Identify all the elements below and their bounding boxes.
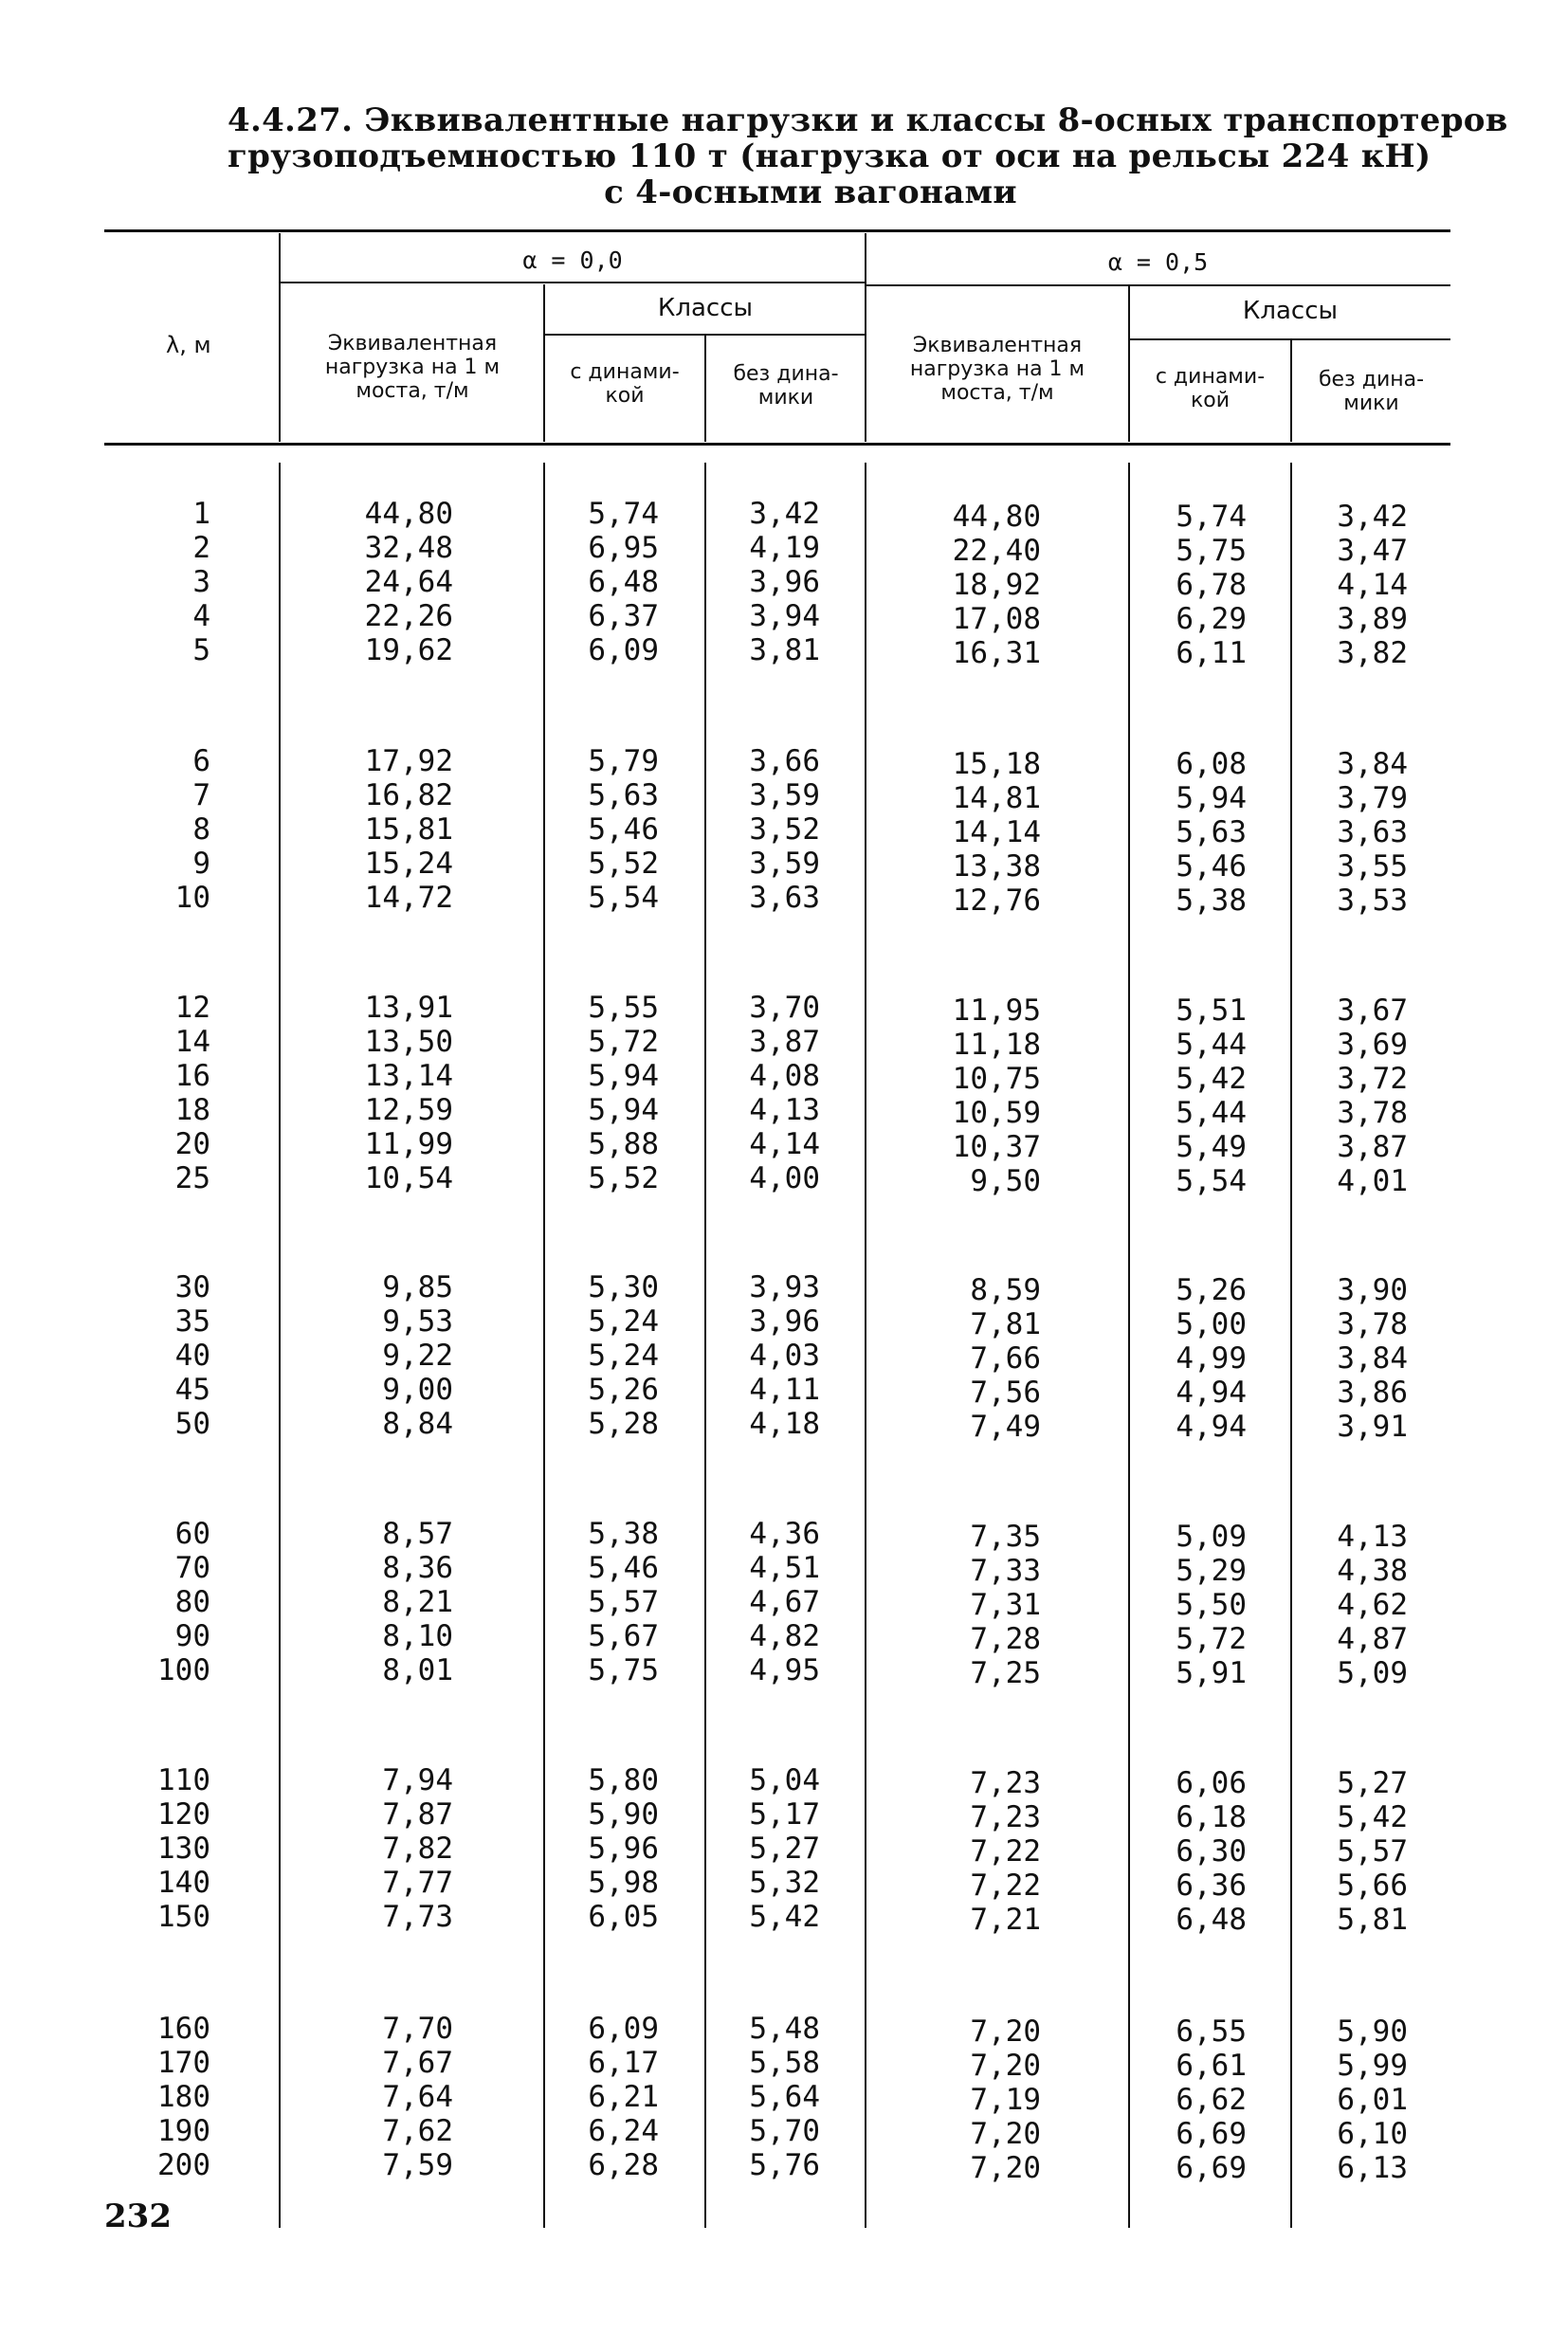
- cell-eq-load-a0: 7,73: [382, 1900, 453, 1934]
- cell-dyn-a05: 5,42: [1176, 1062, 1247, 1096]
- cell-nodyn-a05: 3,87: [1337, 1130, 1408, 1164]
- cell-nodyn-a0: 4,03: [749, 1339, 820, 1373]
- cell-dyn-a05: 4,99: [1176, 1341, 1247, 1376]
- cell-dyn-a0: 5,24: [588, 1304, 659, 1339]
- dyn-line-1: с динами-: [1155, 365, 1266, 389]
- cell-lambda: 25: [174, 1161, 210, 1195]
- cell-nodyn-a05: 4,62: [1337, 1588, 1408, 1622]
- cell-dyn-a05: 6,36: [1176, 1869, 1247, 1903]
- cell-lambda: 140: [157, 1866, 210, 1900]
- cell-nodyn-a05: 3,78: [1337, 1307, 1408, 1341]
- cell-eq-load-a05: 7,33: [970, 1554, 1041, 1588]
- cell-eq-load-a05: 12,76: [952, 884, 1041, 918]
- cell-nodyn-a05: 5,90: [1337, 2015, 1408, 2049]
- col-rule-5b: [1128, 463, 1130, 2228]
- cell-eq-load-a0: 8,01: [382, 1653, 453, 1687]
- cell-eq-load-a05: 7,20: [970, 2015, 1041, 2049]
- cell-nodyn-a05: 3,86: [1337, 1376, 1408, 1410]
- alpha0-header: α = 0,0: [522, 246, 623, 274]
- cell-dyn-a0: 5,55: [588, 991, 659, 1025]
- cell-nodyn-a05: 3,84: [1337, 1341, 1408, 1376]
- cell-nodyn-a05: 3,72: [1337, 1062, 1408, 1096]
- cell-nodyn-a0: 3,70: [749, 991, 820, 1025]
- cell-lambda: 12: [174, 991, 210, 1025]
- cell-nodyn-a0: 3,96: [749, 1304, 820, 1339]
- cell-dyn-a0: 5,94: [588, 1059, 659, 1093]
- cell-dyn-a05: 6,06: [1176, 1766, 1247, 1800]
- cell-nodyn-a0: 4,95: [749, 1653, 820, 1687]
- col-rule-2b: [543, 463, 545, 2228]
- cell-lambda: 160: [157, 2012, 210, 2046]
- cell-eq-load-a0: 19,62: [364, 633, 453, 667]
- cell-dyn-a0: 5,75: [588, 1653, 659, 1687]
- cell-nodyn-a05: 4,01: [1337, 1164, 1408, 1198]
- cell-dyn-a05: 5,72: [1176, 1622, 1247, 1656]
- cell-nodyn-a05: 6,01: [1337, 2083, 1408, 2117]
- cell-nodyn-a05: 3,67: [1337, 994, 1408, 1028]
- cell-nodyn-a0: 5,17: [749, 1797, 820, 1832]
- cell-lambda: 30: [174, 1270, 210, 1304]
- cell-dyn-a05: 5,91: [1176, 1656, 1247, 1690]
- title-line-3: с 4-осными вагонами: [604, 173, 1017, 211]
- cell-eq-load-a05: 10,37: [952, 1130, 1041, 1164]
- cell-eq-load-a05: 7,23: [970, 1766, 1041, 1800]
- col-rule-4b: [865, 463, 866, 2228]
- eq-load-header-a05: [866, 334, 1128, 405]
- cell-dyn-a05: 5,09: [1176, 1520, 1247, 1554]
- cell-dyn-a0: 6,37: [588, 599, 659, 633]
- cell-lambda: 9: [192, 847, 210, 881]
- cell-lambda: 7: [192, 778, 210, 812]
- cell-eq-load-a0: 8,57: [382, 1517, 453, 1551]
- eq-load-header-a0: [283, 332, 542, 403]
- cell-nodyn-a0: 3,94: [749, 599, 820, 633]
- cell-eq-load-a0: 13,50: [364, 1025, 453, 1059]
- cell-nodyn-a0: 3,52: [749, 812, 820, 847]
- cell-nodyn-a0: 4,13: [749, 1093, 820, 1127]
- cell-nodyn-a0: 3,63: [749, 881, 820, 915]
- cell-nodyn-a05: 3,53: [1337, 884, 1408, 918]
- cell-dyn-a0: 5,30: [588, 1270, 659, 1304]
- col-rule-3b: [704, 463, 706, 2228]
- cell-dyn-a0: 5,52: [588, 847, 659, 881]
- cell-eq-load-a05: 44,80: [952, 500, 1041, 534]
- cell-eq-load-a05: 7,28: [970, 1622, 1041, 1656]
- cell-eq-load-a05: 11,95: [952, 994, 1041, 1028]
- cell-eq-load-a05: 8,59: [970, 1273, 1041, 1307]
- cell-nodyn-a05: 5,81: [1337, 1903, 1408, 1937]
- cell-nodyn-a05: 4,13: [1337, 1520, 1408, 1554]
- cell-eq-load-a0: 24,64: [364, 565, 453, 599]
- cell-eq-load-a05: 7,81: [970, 1307, 1041, 1341]
- cell-dyn-a05: 6,11: [1176, 636, 1247, 670]
- cell-dyn-a0: 5,26: [588, 1373, 659, 1407]
- cell-dyn-a05: 6,78: [1176, 568, 1247, 602]
- alpha05-underline: [866, 284, 1450, 286]
- cell-dyn-a0: 5,57: [588, 1585, 659, 1619]
- cell-nodyn-a0: 4,00: [749, 1161, 820, 1195]
- cell-nodyn-a0: 5,70: [749, 2114, 820, 2148]
- cell-dyn-a0: 5,74: [588, 497, 659, 531]
- cell-eq-load-a05: 9,50: [970, 1164, 1041, 1198]
- cell-dyn-a05: 5,74: [1176, 500, 1247, 534]
- cell-eq-load-a0: 14,72: [364, 881, 453, 915]
- dyn-line-2: кой: [1190, 389, 1231, 412]
- cell-nodyn-a0: 4,18: [749, 1407, 820, 1441]
- cell-eq-load-a0: 44,80: [364, 497, 453, 531]
- cell-dyn-a0: 6,09: [588, 2012, 659, 2046]
- cell-eq-load-a05: 7,22: [970, 1869, 1041, 1903]
- cell-dyn-a0: 6,05: [588, 1900, 659, 1934]
- cell-lambda: 14: [174, 1025, 210, 1059]
- cell-dyn-a0: 6,24: [588, 2114, 659, 2148]
- cell-dyn-a0: 5,90: [588, 1797, 659, 1832]
- col-rule-6b: [1290, 463, 1292, 2228]
- cell-lambda: 6: [192, 744, 210, 778]
- cell-lambda: 35: [174, 1304, 210, 1339]
- cell-lambda: 190: [157, 2114, 210, 2148]
- classes-header-a0: Классы: [657, 294, 754, 322]
- cell-eq-load-a0: 9,85: [382, 1270, 453, 1304]
- cell-nodyn-a0: 5,64: [749, 2080, 820, 2114]
- cell-eq-load-a0: 7,70: [382, 2012, 453, 2046]
- nodyn-line-2: мики: [1343, 392, 1399, 415]
- cell-lambda: 5: [192, 633, 210, 667]
- cell-eq-load-a05: 14,81: [952, 781, 1041, 815]
- cell-lambda: 170: [157, 2046, 210, 2080]
- cell-dyn-a05: 5,51: [1176, 994, 1247, 1028]
- cell-dyn-a05: 5,46: [1176, 849, 1247, 884]
- eq-load-line-3: моста, т/м: [940, 381, 1054, 405]
- cell-eq-load-a05: 10,75: [952, 1062, 1041, 1096]
- cell-nodyn-a05: 3,79: [1337, 781, 1408, 815]
- cell-dyn-a0: 6,17: [588, 2046, 659, 2080]
- cell-dyn-a0: 5,38: [588, 1517, 659, 1551]
- cell-eq-load-a05: 15,18: [952, 747, 1041, 781]
- cell-lambda: 20: [174, 1127, 210, 1161]
- cell-eq-load-a0: 10,54: [364, 1161, 453, 1195]
- cell-dyn-a0: 5,24: [588, 1339, 659, 1373]
- cell-nodyn-a0: 3,42: [749, 497, 820, 531]
- cell-nodyn-a0: 4,67: [749, 1585, 820, 1619]
- cell-dyn-a05: 5,44: [1176, 1028, 1247, 1062]
- cell-eq-load-a0: 16,82: [364, 778, 453, 812]
- cell-dyn-a05: 6,69: [1176, 2117, 1247, 2151]
- cell-nodyn-a05: 3,63: [1337, 815, 1408, 849]
- cell-eq-load-a0: 32,48: [364, 531, 453, 565]
- cell-dyn-a0: 5,79: [588, 744, 659, 778]
- cell-dyn-a0: 5,96: [588, 1832, 659, 1866]
- cell-nodyn-a0: 4,11: [749, 1373, 820, 1407]
- cell-eq-load-a05: 7,20: [970, 2049, 1041, 2083]
- cell-dyn-a05: 6,30: [1176, 1834, 1247, 1869]
- cell-lambda: 1: [192, 497, 210, 531]
- cell-dyn-a0: 5,46: [588, 812, 659, 847]
- cell-eq-load-a0: 9,53: [382, 1304, 453, 1339]
- cell-dyn-a05: 5,75: [1176, 534, 1247, 568]
- cell-eq-load-a0: 8,21: [382, 1585, 453, 1619]
- cell-nodyn-a0: 5,58: [749, 2046, 820, 2080]
- cell-eq-load-a0: 13,14: [364, 1059, 453, 1093]
- cell-eq-load-a0: 7,87: [382, 1797, 453, 1832]
- cell-dyn-a05: 5,00: [1176, 1307, 1247, 1341]
- cell-nodyn-a0: 5,04: [749, 1763, 820, 1797]
- cell-eq-load-a0: 11,99: [364, 1127, 453, 1161]
- cell-nodyn-a05: 3,90: [1337, 1273, 1408, 1307]
- dyn-line-2: кой: [605, 384, 645, 408]
- cell-nodyn-a05: 3,89: [1337, 602, 1408, 636]
- cell-nodyn-a0: 3,81: [749, 633, 820, 667]
- cell-dyn-a0: 5,94: [588, 1093, 659, 1127]
- cell-lambda: 80: [174, 1585, 210, 1619]
- cell-dyn-a0: 6,48: [588, 565, 659, 599]
- col-rule-1b: [279, 463, 281, 2228]
- cell-lambda: 2: [192, 531, 210, 565]
- cell-eq-load-a0: 7,64: [382, 2080, 453, 2114]
- nodyn-line-1: без дина-: [733, 362, 839, 386]
- cell-dyn-a05: 6,69: [1176, 2151, 1247, 2185]
- cell-lambda: 40: [174, 1339, 210, 1373]
- nodyn-header-a0: [706, 362, 866, 410]
- cell-nodyn-a0: 3,59: [749, 778, 820, 812]
- cell-lambda: 150: [157, 1900, 210, 1934]
- cell-dyn-a0: 5,46: [588, 1551, 659, 1585]
- cell-eq-load-a0: 13,91: [364, 991, 453, 1025]
- cell-dyn-a05: 6,48: [1176, 1903, 1247, 1937]
- cell-nodyn-a05: 3,55: [1337, 849, 1408, 884]
- cell-lambda: 16: [174, 1059, 210, 1093]
- header-bottom-rule: [104, 443, 1450, 446]
- cell-eq-load-a05: 7,25: [970, 1656, 1041, 1690]
- cell-eq-load-a0: 7,67: [382, 2046, 453, 2080]
- cell-nodyn-a0: 5,48: [749, 2012, 820, 2046]
- cell-eq-load-a05: 7,49: [970, 1410, 1041, 1444]
- cell-nodyn-a05: 4,87: [1337, 1622, 1408, 1656]
- cell-eq-load-a0: 7,94: [382, 1763, 453, 1797]
- cell-eq-load-a0: 15,81: [364, 812, 453, 847]
- cell-nodyn-a0: 4,14: [749, 1127, 820, 1161]
- cell-eq-load-a0: 7,77: [382, 1866, 453, 1900]
- cell-dyn-a0: 6,09: [588, 633, 659, 667]
- eq-load-line-1: Эквивалентная: [327, 332, 498, 356]
- cell-nodyn-a05: 5,09: [1337, 1656, 1408, 1690]
- dyn-header-a05: [1130, 365, 1290, 412]
- cell-nodyn-a0: 3,59: [749, 847, 820, 881]
- cell-eq-load-a0: 8,36: [382, 1551, 453, 1585]
- cell-nodyn-a05: 6,13: [1337, 2151, 1408, 2185]
- cell-dyn-a0: 6,21: [588, 2080, 659, 2114]
- cell-dyn-a05: 5,94: [1176, 781, 1247, 815]
- page-number: 232: [104, 2197, 172, 2235]
- cell-dyn-a05: 5,50: [1176, 1588, 1247, 1622]
- cell-nodyn-a05: 5,57: [1337, 1834, 1408, 1869]
- cell-eq-load-a05: 16,31: [952, 636, 1041, 670]
- cell-dyn-a0: 5,54: [588, 881, 659, 915]
- cell-lambda: 45: [174, 1373, 210, 1407]
- cell-lambda: 10: [174, 881, 210, 915]
- cell-nodyn-a05: 3,78: [1337, 1096, 1408, 1130]
- cell-dyn-a0: 5,67: [588, 1619, 659, 1653]
- cell-lambda: 18: [174, 1093, 210, 1127]
- cell-nodyn-a05: 4,14: [1337, 568, 1408, 602]
- cell-dyn-a05: 5,29: [1176, 1554, 1247, 1588]
- eq-load-line-1: Эквивалентная: [912, 334, 1083, 357]
- cell-dyn-a05: 6,62: [1176, 2083, 1247, 2117]
- cell-lambda: 120: [157, 1797, 210, 1832]
- cell-nodyn-a0: 5,76: [749, 2148, 820, 2182]
- cell-dyn-a0: 5,88: [588, 1127, 659, 1161]
- cell-eq-load-a0: 9,22: [382, 1339, 453, 1373]
- cell-nodyn-a05: 5,42: [1337, 1800, 1408, 1834]
- cell-lambda: 4: [192, 599, 210, 633]
- cell-dyn-a0: 5,28: [588, 1407, 659, 1441]
- cell-nodyn-a0: 4,51: [749, 1551, 820, 1585]
- cell-nodyn-a05: 3,42: [1337, 500, 1408, 534]
- cell-eq-load-a0: 15,24: [364, 847, 453, 881]
- dyn-line-1: с динами-: [570, 360, 680, 384]
- alpha0-underline: [280, 282, 866, 283]
- cell-eq-load-a05: 10,59: [952, 1096, 1041, 1130]
- cell-nodyn-a0: 4,82: [749, 1619, 820, 1653]
- cell-dyn-a0: 5,52: [588, 1161, 659, 1195]
- eq-load-line-3: моста, т/м: [356, 379, 469, 403]
- cell-lambda: 90: [174, 1619, 210, 1653]
- cell-nodyn-a0: 3,87: [749, 1025, 820, 1059]
- cell-eq-load-a0: 8,84: [382, 1407, 453, 1441]
- cell-eq-load-a05: 11,18: [952, 1028, 1041, 1062]
- cell-eq-load-a05: 7,20: [970, 2117, 1041, 2151]
- nodyn-line-2: мики: [757, 386, 814, 410]
- cell-nodyn-a05: 3,47: [1337, 534, 1408, 568]
- title-line-1: 4.4.27. Эквивалентные нагрузки и классы 8-осных транспортеров: [228, 101, 1508, 139]
- cell-nodyn-a05: 5,99: [1337, 2049, 1408, 2083]
- cell-eq-load-a0: 9,00: [382, 1373, 453, 1407]
- title-line-2: грузоподъемностью 110 т (нагрузка от оси на рельсы 224 кН): [228, 137, 1431, 175]
- cell-nodyn-a05: 5,66: [1337, 1869, 1408, 1903]
- cell-lambda: 60: [174, 1517, 210, 1551]
- cell-eq-load-a05: 7,31: [970, 1588, 1041, 1622]
- cell-eq-load-a0: 8,10: [382, 1619, 453, 1653]
- cell-nodyn-a0: 3,96: [749, 565, 820, 599]
- cell-dyn-a0: 6,95: [588, 531, 659, 565]
- cell-lambda: 3: [192, 565, 210, 599]
- cell-nodyn-a05: 6,10: [1337, 2117, 1408, 2151]
- eq-load-line-2: нагрузка на 1 м: [909, 357, 1085, 381]
- cell-eq-load-a05: 7,19: [970, 2083, 1041, 2117]
- cell-lambda: 130: [157, 1832, 210, 1866]
- cell-eq-load-a05: 17,08: [952, 602, 1041, 636]
- cell-nodyn-a05: 3,82: [1337, 636, 1408, 670]
- cell-eq-load-a05: 13,38: [952, 849, 1041, 884]
- cell-eq-load-a0: 7,82: [382, 1832, 453, 1866]
- cell-nodyn-a05: 3,91: [1337, 1410, 1408, 1444]
- cell-eq-load-a05: 7,66: [970, 1341, 1041, 1376]
- cell-eq-load-a05: 7,23: [970, 1800, 1041, 1834]
- cell-dyn-a0: 6,28: [588, 2148, 659, 2182]
- cell-lambda: 8: [192, 812, 210, 847]
- top-rule: [104, 229, 1450, 232]
- cell-lambda: 70: [174, 1551, 210, 1585]
- cell-dyn-a05: 6,29: [1176, 602, 1247, 636]
- alpha05-header: α = 0,5: [1107, 248, 1209, 276]
- cell-eq-load-a05: 22,40: [952, 534, 1041, 568]
- cell-dyn-a05: 6,55: [1176, 2015, 1247, 2049]
- cell-nodyn-a05: 4,38: [1337, 1554, 1408, 1588]
- cell-dyn-a05: 6,18: [1176, 1800, 1247, 1834]
- cell-nodyn-a0: 5,27: [749, 1832, 820, 1866]
- cell-dyn-a05: 5,44: [1176, 1096, 1247, 1130]
- cell-dyn-a0: 5,98: [588, 1866, 659, 1900]
- cell-lambda: 180: [157, 2080, 210, 2114]
- classes-header-a05: Классы: [1242, 297, 1339, 325]
- cell-dyn-a05: 6,61: [1176, 2049, 1247, 2083]
- cell-nodyn-a0: 4,36: [749, 1517, 820, 1551]
- cell-lambda: 50: [174, 1407, 210, 1441]
- cell-eq-load-a0: 7,62: [382, 2114, 453, 2148]
- cell-eq-load-a05: 7,22: [970, 1834, 1041, 1869]
- cell-dyn-a05: 5,49: [1176, 1130, 1247, 1164]
- cell-dyn-a0: 5,63: [588, 778, 659, 812]
- cell-dyn-a05: 5,54: [1176, 1164, 1247, 1198]
- cell-nodyn-a0: 4,19: [749, 531, 820, 565]
- dyn-header-a0: [545, 360, 704, 408]
- cell-dyn-a0: 5,80: [588, 1763, 659, 1797]
- cell-eq-load-a05: 7,56: [970, 1376, 1041, 1410]
- cell-eq-load-a05: 7,35: [970, 1520, 1041, 1554]
- cell-nodyn-a0: 3,93: [749, 1270, 820, 1304]
- cell-dyn-a05: 5,26: [1176, 1273, 1247, 1307]
- cell-dyn-a05: 4,94: [1176, 1410, 1247, 1444]
- cell-dyn-a05: 5,63: [1176, 815, 1247, 849]
- cell-nodyn-a0: 3,66: [749, 744, 820, 778]
- cell-lambda: 100: [157, 1653, 210, 1687]
- cell-nodyn-a05: 3,84: [1337, 747, 1408, 781]
- cell-eq-load-a0: 7,59: [382, 2148, 453, 2182]
- cell-eq-load-a05: 7,20: [970, 2151, 1041, 2185]
- cell-dyn-a05: 4,94: [1176, 1376, 1247, 1410]
- cell-lambda: 200: [157, 2148, 210, 2182]
- table-title: [228, 101, 1508, 211]
- cell-dyn-a05: 6,08: [1176, 747, 1247, 781]
- cell-nodyn-a05: 5,27: [1337, 1766, 1408, 1800]
- cell-eq-load-a05: 7,21: [970, 1903, 1041, 1937]
- nodyn-line-1: без дина-: [1318, 368, 1425, 392]
- cell-eq-load-a0: 12,59: [364, 1093, 453, 1127]
- cell-lambda: 110: [157, 1763, 210, 1797]
- cell-nodyn-a0: 4,08: [749, 1059, 820, 1093]
- cell-eq-load-a05: 14,14: [952, 815, 1041, 849]
- cell-eq-load-a05: 18,92: [952, 568, 1041, 602]
- cell-nodyn-a0: 5,32: [749, 1866, 820, 1900]
- cell-nodyn-a0: 5,42: [749, 1900, 820, 1934]
- cell-dyn-a0: 5,72: [588, 1025, 659, 1059]
- cell-eq-load-a0: 22,26: [364, 599, 453, 633]
- eq-load-line-2: нагрузка на 1 м: [324, 356, 501, 379]
- cell-dyn-a05: 5,38: [1176, 884, 1247, 918]
- cell-nodyn-a05: 3,69: [1337, 1028, 1408, 1062]
- lambda-header: λ, м: [166, 332, 211, 358]
- cell-eq-load-a0: 17,92: [364, 744, 453, 778]
- nodyn-header-a05: [1292, 368, 1450, 415]
